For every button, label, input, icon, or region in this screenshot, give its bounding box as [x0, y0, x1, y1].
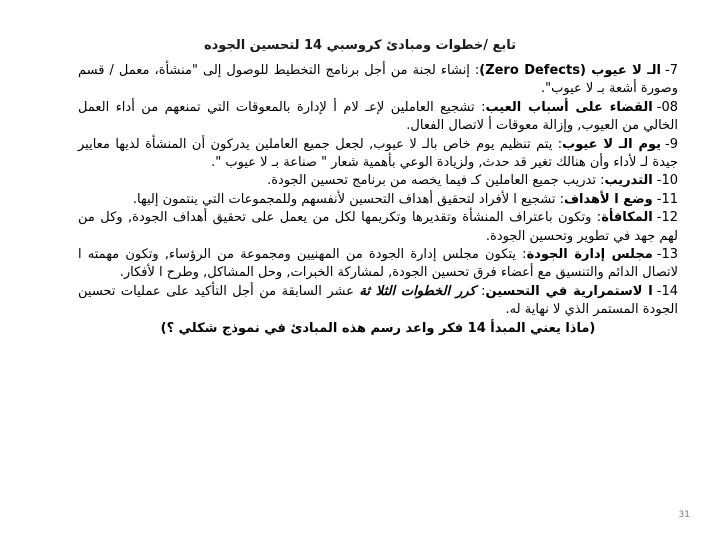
- final-question: (ماذا يعني المبدأ 14 فكر واعد رسم هذه المبادئ في نموذج شكلي ؟): [160, 320, 596, 336]
- item-text: عشر السابقة من أجل التأكيد على عمليات تحسين الجودة المستمر الذي لا نهاية له.: [78, 283, 678, 318]
- item-text: : يتم تنظيم يوم خاص بالـ لا عيوب, لجعل جميع العاملين يدركون أن المنشأة لديها معايير جيدة لـ لأداء وأن هنالك تغير قد حدث, ولزيادة الوعي بأهمية شعار " صناعة بـ لا عيوب ".: [78, 136, 678, 171]
- list-item: [78, 99, 678, 136]
- list-item: 14-ا لاستمرارية في التحسين: كرر الخطوات الثلا ثة عشر السابقة من أجل التأكيد على عمليات تحسين الجودة المستمر الذي لا نهاية له.: [78, 283, 678, 318]
- item-text: : إنشاء لجنة من أجل برنامج التخطيط للوصول إلى "منشأة، معمل / قسم وصورة أشعة بـ لا عيوب".: [78, 63, 678, 97]
- list-item: [78, 246, 678, 283]
- item-text: : يتكون مجلس إدارة الجودة من المهنيين ومجموعة من الرؤساء, وتكون مهمته ا لاتصال الدائم والتنسيق مع أعضاء فرق تحسين الجودة, لمشاركة الخبرات, وحل المشاكل, وطرح ا لأفكار.: [78, 247, 678, 281]
- item-heading: وضع ا لأهداف: [563, 191, 653, 207]
- principles-list: [78, 62, 678, 338]
- item-heading: ا لاستمرارية في التحسين: [485, 283, 653, 299]
- page-number: 31: [678, 510, 690, 520]
- item-text: : تشجيع العاملين لإعـ لام أ لإدارة بالمعوقات التي تمنعهم من أداء العمل الخالي من العيوب, وإزالة معوقات أ لاتصال الفعال.: [78, 99, 678, 134]
- list-item: [78, 62, 678, 99]
- item-number: 9-: [665, 136, 678, 152]
- item-number: 13-: [656, 247, 678, 263]
- list-item: [78, 191, 678, 209]
- list-item: [78, 136, 678, 173]
- item-number: 7-: [665, 63, 678, 78]
- item-number: 11-: [656, 191, 678, 207]
- item-text: : تشجيع ا لأفراد لتحقيق أهداف التحسين لأنفسهم وللمجموعات التي ينتمون إليها.: [132, 191, 564, 207]
- item-heading: الـ لا عيوب (Zero Defects): [479, 63, 662, 78]
- list-item: [78, 172, 678, 190]
- item-heading: يوم الـ لا عيوب: [562, 136, 662, 152]
- item-heading: مجلس إدارة الجودة: [526, 247, 653, 263]
- item-number: 12-: [656, 210, 678, 226]
- list-item: [78, 209, 678, 246]
- item-text: : وتكون باعتراف المنشأة وتقديرها وتكريمها لكل من يعمل على تحقيق أهداف الجودة, وكل من لهم جهد في تطوير وتحسين الجودة.: [78, 210, 678, 244]
- item-emphasis: كرر الخطوات الثلا ثة: [359, 283, 476, 299]
- item-heading: التدريب: [604, 173, 653, 189]
- item-text: : تدريب جميع العاملين كـ فيما يخصه من برنامج تحسين الجودة.: [267, 173, 605, 189]
- page-title: تابع /خطوات ومبادئ كروسبي 14 لتحسين الجوده: [203, 38, 517, 53]
- item-number: 08-: [656, 99, 679, 115]
- item-number: 10-: [656, 173, 678, 189]
- item-heading: القضاء على أسباب العيب: [485, 99, 653, 115]
- item-number: 14-: [656, 283, 678, 299]
- item-heading: المكافأة: [601, 210, 653, 226]
